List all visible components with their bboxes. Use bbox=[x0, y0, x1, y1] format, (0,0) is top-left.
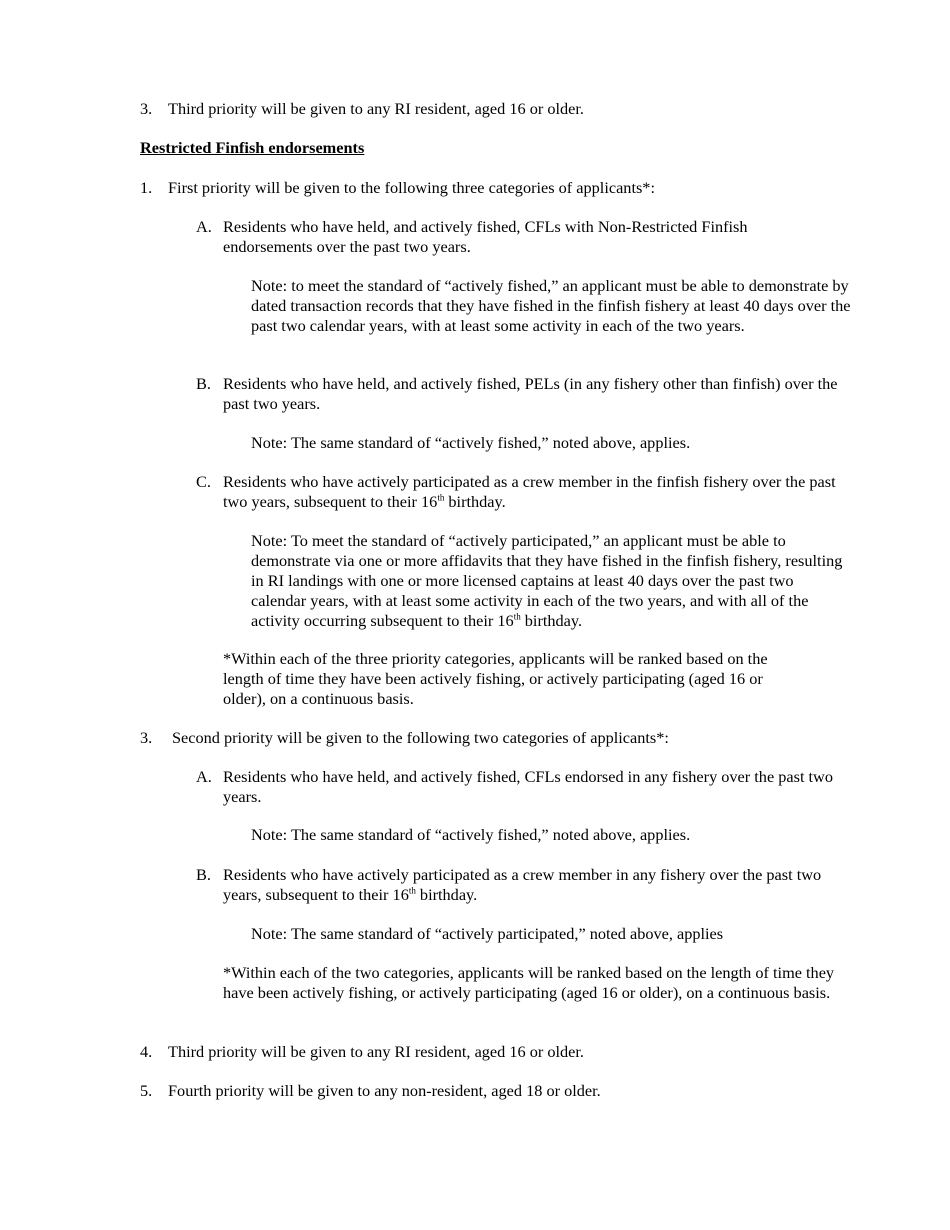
item-text: First priority will be given to the following three categories of applicants*: bbox=[168, 178, 655, 197]
item-text: Third priority will be given to any RI resident, aged 16 or older. bbox=[168, 1042, 584, 1061]
item-text: Third priority will be given to any RI resident, aged 16 or older. bbox=[168, 99, 584, 118]
superscript: th bbox=[408, 885, 416, 896]
sub-item-text: Residents who have held, and actively fished, CFLs with Non-Restricted Finfish endorsements over the past two years. bbox=[223, 217, 748, 256]
sub-item-letter: B. bbox=[196, 865, 211, 884]
sub-item-text: Residents who have actively participated as a crew member in any fishery over the past two years, subsequent to their 16th birthday. bbox=[223, 865, 822, 904]
section-heading: Restricted Finfish endorsements bbox=[140, 138, 365, 157]
footnote-second: *Within each of the two categories, applicants will be ranked based on the length of time they have been actively fishing, or actively participating (aged 16 or older), on a continuous basis. bbox=[223, 963, 835, 1002]
sub-item-letter: A. bbox=[196, 767, 212, 786]
item-number: 4. bbox=[140, 1042, 153, 1061]
footnote-first: *Within each of the three priority categories, applicants will be ranked based on the length of time they have been actively fishing, or actively participating (aged 16 or older), on a continuous basis. bbox=[223, 649, 768, 708]
sub-item-letter: B. bbox=[196, 374, 211, 393]
note-second-a: Note: The same standard of “actively fished,” noted above, applies. bbox=[251, 825, 691, 844]
note-second-b: Note: The same standard of “actively participated,” noted above, applies bbox=[251, 924, 724, 943]
item-number: 1. bbox=[140, 178, 153, 197]
note-first-a: Note: to meet the standard of “actively fished,” an applicant must be able to demonstrate by dated transaction records that they have fished in the finfish fishery at least 40 days over the past two calendar years, with at least some activity in each of the two years. bbox=[251, 276, 851, 335]
note-first-b: Note: The same standard of “actively fished,” noted above, applies. bbox=[251, 433, 691, 452]
sub-item-letter: C. bbox=[196, 472, 211, 491]
superscript: th bbox=[513, 611, 521, 622]
superscript: th bbox=[437, 492, 445, 503]
note-first-c: Note: To meet the standard of “actively participated,” an applicant must be able to demonstrate via one or more affidavits that they have fished in the finfish fishery, resulting in RI landings with one or more licensed captains at least 40 days over the past two calendar years, with at least some activity in each of the two years, and with all of the activity occurring subsequent to their 16th birthday. bbox=[251, 531, 843, 630]
sub-item-text: Residents who have held, and actively fished, CFLs endorsed in any fishery over the past two years. bbox=[223, 767, 833, 806]
item-text: Second priority will be given to the following two categories of applicants*: bbox=[172, 728, 669, 747]
item-text: Fourth priority will be given to any non-resident, aged 18 or older. bbox=[168, 1081, 601, 1100]
item-number: 3. bbox=[140, 728, 153, 747]
sub-item-text: Residents who have actively participated as a crew member in the finfish fishery over the past two years, subsequent to their 16th birthday. bbox=[223, 472, 836, 511]
sub-item-text: Residents who have held, and actively fished, PELs (in any fishery other than finfish) over the past two years. bbox=[223, 374, 838, 413]
item-number: 3. bbox=[140, 99, 153, 118]
sub-item-letter: A. bbox=[196, 217, 212, 236]
item-number: 5. bbox=[140, 1081, 153, 1100]
